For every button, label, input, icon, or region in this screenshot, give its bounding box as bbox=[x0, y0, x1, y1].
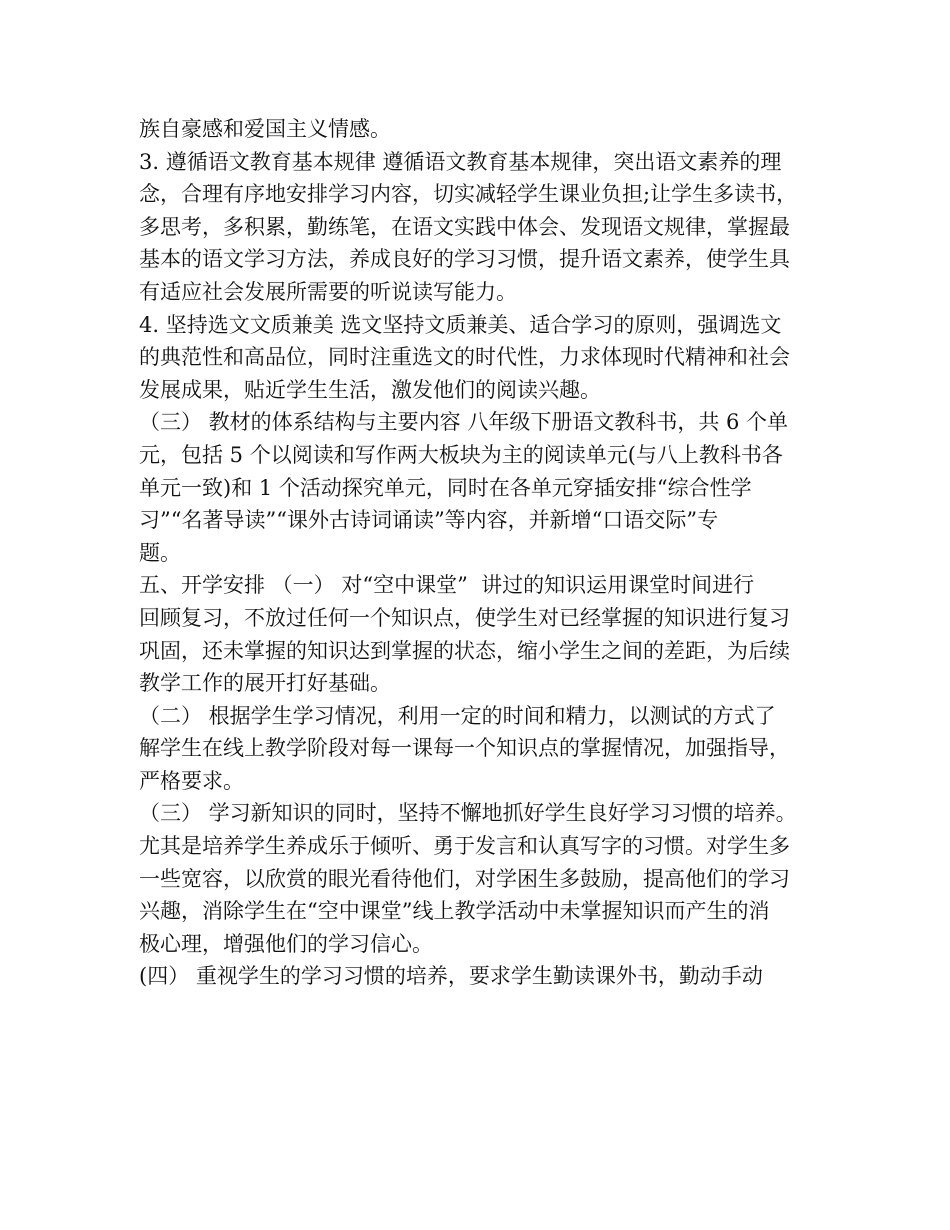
text-line: 的典范性和高品位，同时注重选文的时代性，力求体现时代精神和社会 bbox=[139, 345, 790, 370]
text-line: 题。 bbox=[139, 540, 181, 565]
text-line: 有适应社会发展所需要的听说读写能力。 bbox=[139, 279, 517, 304]
text-line: 解学生在线上教学阶段对每一课每一个知识点的掌握情况，加强指导， bbox=[139, 736, 790, 761]
text-line: 极心理，增强他们的学习信心。 bbox=[139, 931, 433, 956]
text-line: 尤其是培养学生养成乐于倾听、勇于发言和认真写字的习惯。对学生多 bbox=[139, 834, 790, 859]
text-line: （二） 根据学生学习情况，利用一定的时间和精力，以测试的方式了 bbox=[139, 703, 776, 728]
text-line: (四） 重视学生的学习习惯的培养，要求学生勤读课外书，勤动手动 bbox=[139, 964, 763, 989]
text-line: 3. 遵循语文教育基本规律 遵循语文教育基本规律，突出语文素养的理 bbox=[139, 149, 782, 174]
text-line: 一些宽容，以欣赏的眼光看待他们，对学困生多鼓励，提高他们的学习 bbox=[139, 866, 790, 891]
text-line: 兴趣，消除学生在“空中课堂”线上教学活动中未掌握知识而产生的消 bbox=[139, 899, 770, 924]
text-line: 元，包括 5 个以阅读和写作两大板块为主的阅读单元(与八上教科书各 bbox=[139, 442, 783, 467]
text-line: （三） 学习新知识的同时，坚持不懈地抓好学生良好学习习惯的培养。 bbox=[139, 801, 797, 826]
text-line: 教学工作的展开打好基础。 bbox=[139, 671, 391, 696]
text-line: 回顾复习，不放过任何一个知识点，使学生对已经掌握的知识进行复习 bbox=[139, 605, 790, 630]
text-line: 发展成果，贴近学生生活，激发他们的阅读兴趣。 bbox=[139, 377, 601, 402]
text-line: 基本的语文学习方法，养成良好的学习习惯，提升语文素养，使学生具 bbox=[139, 247, 790, 272]
text-line: （三） 教材的体系结构与主要内容 八年级下册语文教科书，共 6 个单 bbox=[139, 410, 789, 435]
text-line: 巩固，还未掌握的知识达到掌握的状态，缩小学生之间的差距，为后续 bbox=[139, 638, 790, 663]
text-line: 多思考，多积累，勤练笔，在语文实践中体会、发现语文规律，掌握最 bbox=[139, 214, 790, 239]
text-line: 单元一致)和 1 个活动探究单元，同时在各单元穿插安排“综合性学 bbox=[139, 475, 752, 500]
text-line: 五、开学安排 （一） 对“空中课堂” 讲过的知识运用课堂时间进行 bbox=[139, 573, 755, 598]
text-line: 念，合理有序地安排学习内容，切实减轻学生课业负担;让学生多读书， bbox=[139, 182, 798, 207]
text-line: 习”“名著导读”“课外古诗词诵读”等内容，并新增“口语交际”专 bbox=[139, 508, 719, 533]
text-line: 族自豪感和爱国主义情感。 bbox=[139, 117, 391, 141]
document-body bbox=[139, 113, 829, 993]
text-line: 4. 坚持选文文质兼美 选文坚持文质兼美、适合学习的原则，强调选文 bbox=[139, 312, 782, 337]
text-line: 严格要求。 bbox=[139, 768, 244, 793]
